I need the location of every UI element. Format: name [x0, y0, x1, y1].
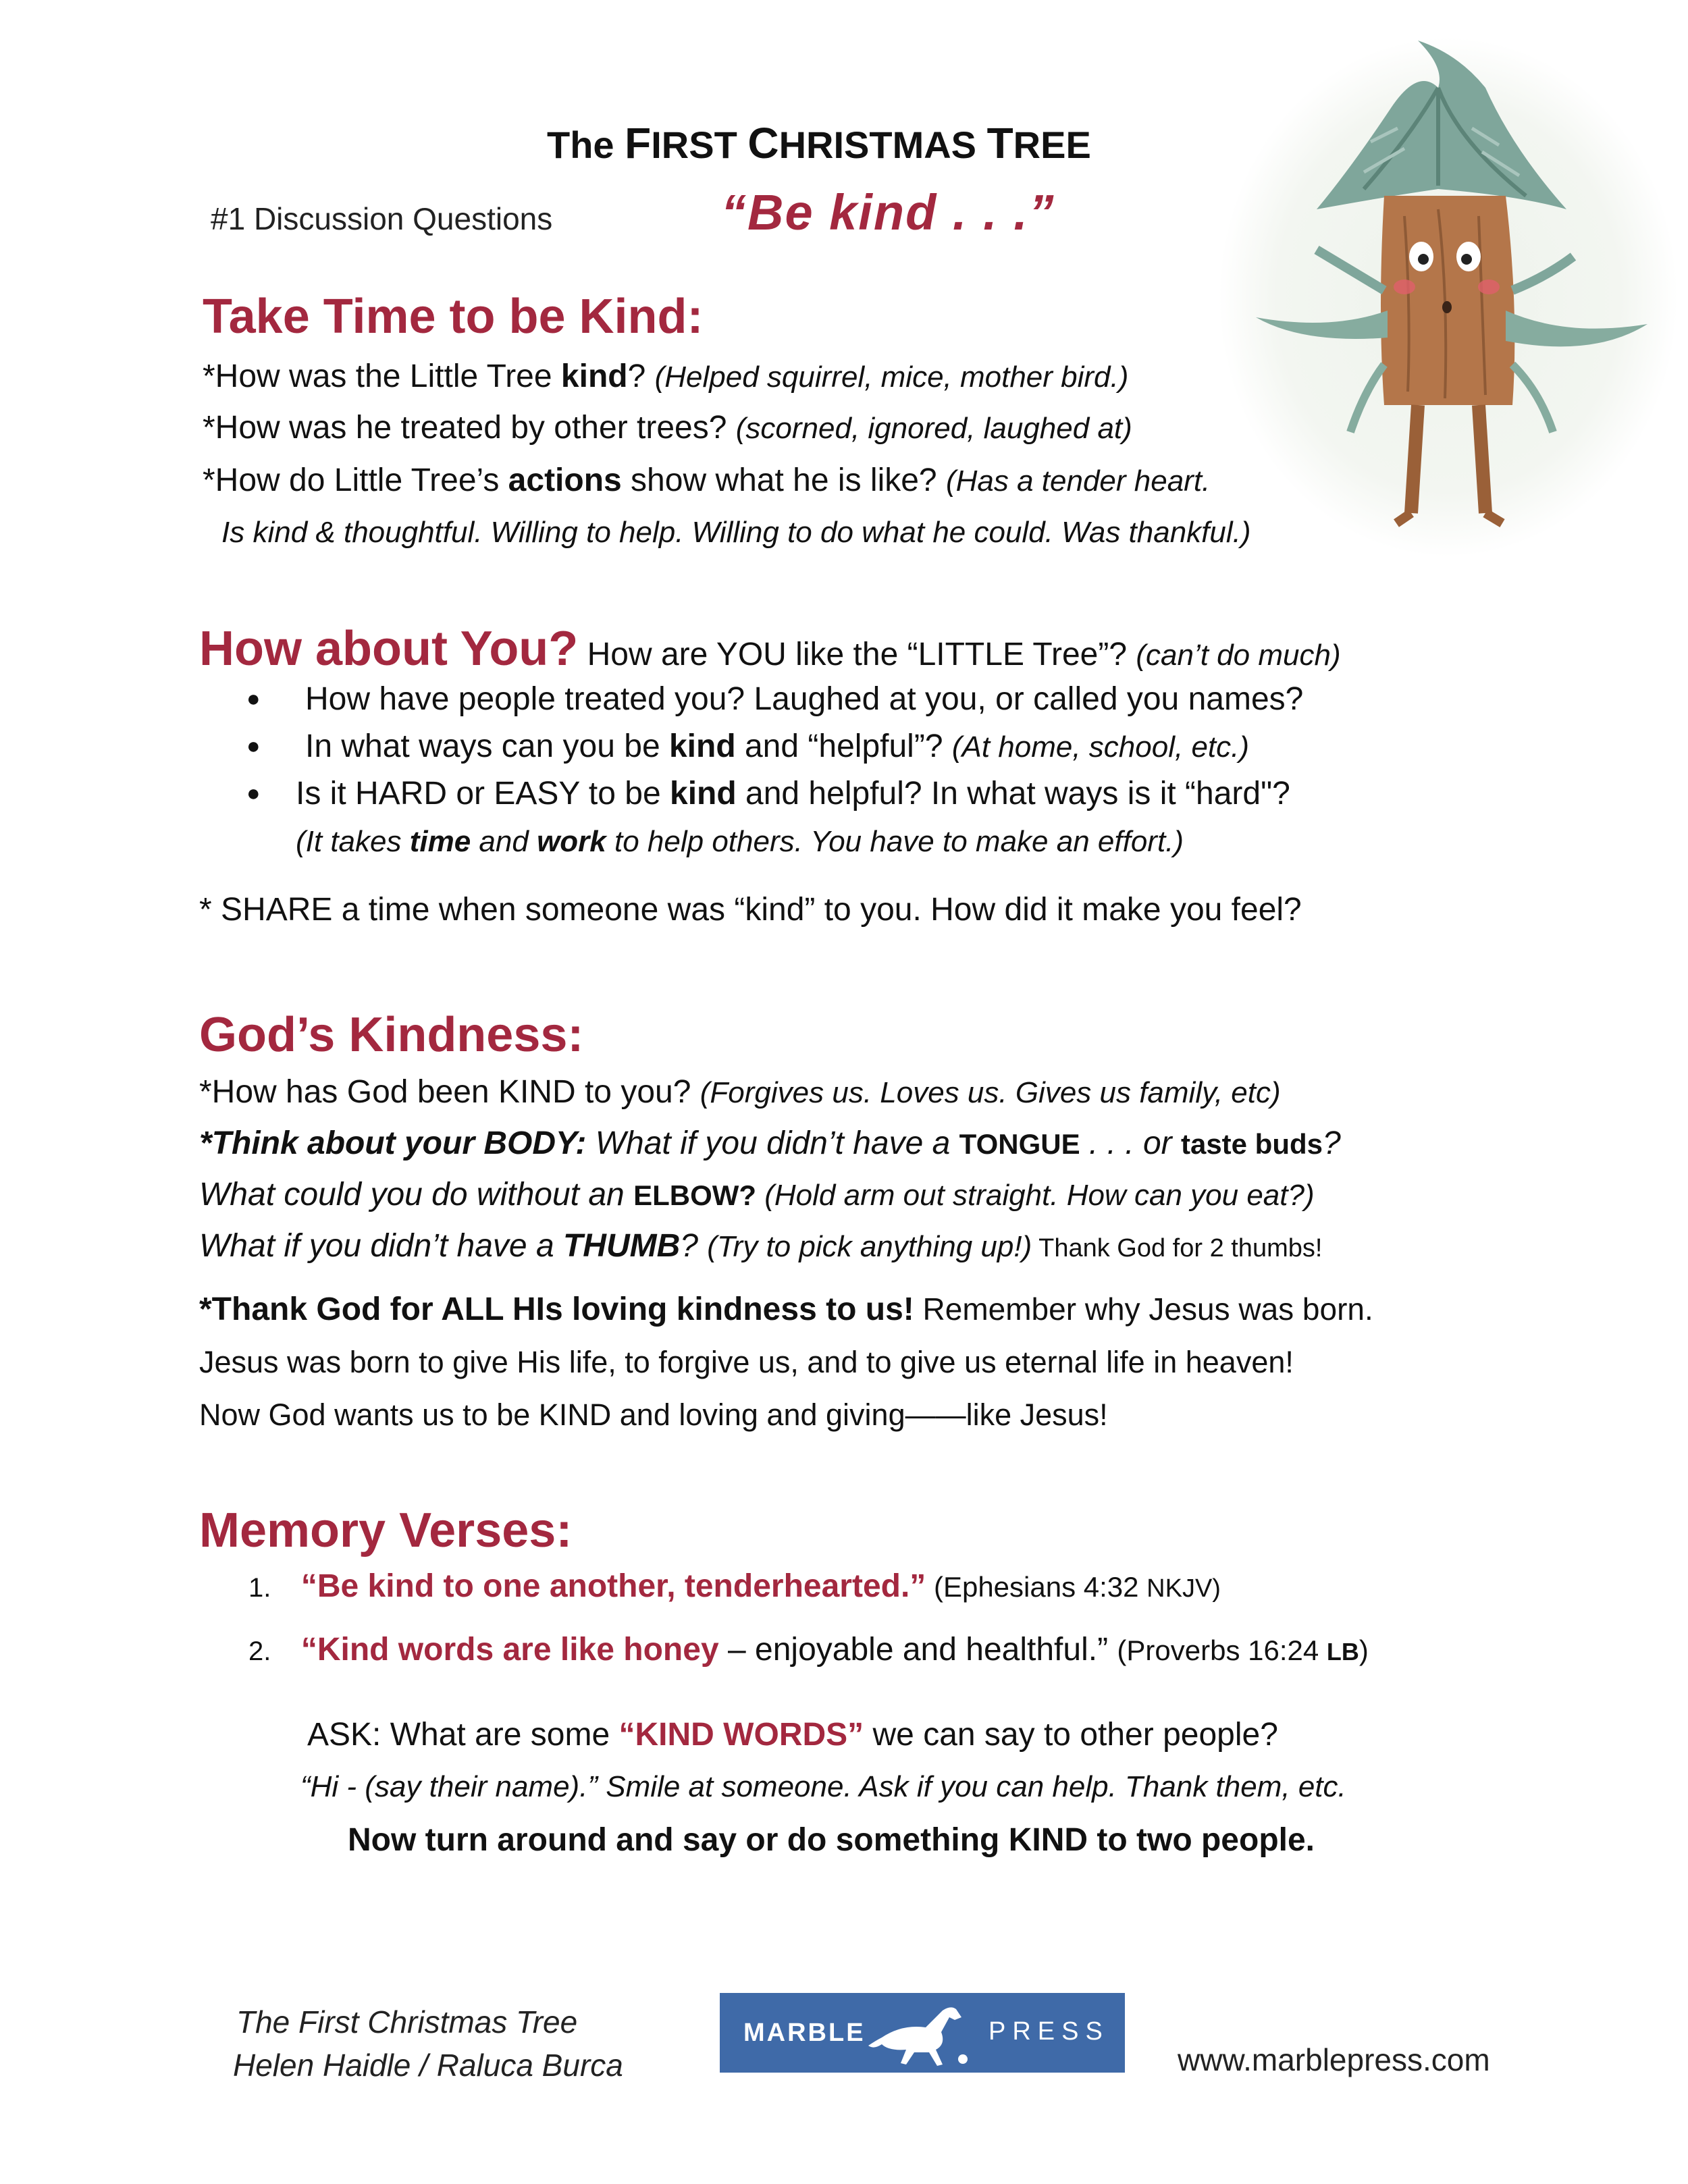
share-prompt: * SHARE a time when someone was “kind” to you. How did it make you feel? [199, 892, 1302, 928]
list-number: 1. [248, 1573, 271, 1603]
text: we can say to other people? [864, 1717, 1278, 1753]
question-line [203, 358, 1128, 395]
title-part: REE [1013, 124, 1091, 166]
text: and helpful? In what ways is it “hard"? [736, 776, 1290, 811]
verse-reference: (Proverbs 16:24 [1117, 1634, 1327, 1666]
text: to help others. You have to make an effort.) [606, 825, 1184, 858]
text: TONGUE [959, 1128, 1080, 1160]
bullet-dot: ● [246, 780, 261, 806]
logo-text-left: MARBLE [743, 2019, 866, 2047]
text: *Thank God for ALL HIs loving kindness to us! [199, 1291, 914, 1327]
memory-verse [248, 1631, 1369, 1668]
text: ? [627, 358, 655, 394]
kindness-line [199, 1073, 1281, 1111]
verse-version: NKJV) [1146, 1574, 1221, 1603]
bullet-item [305, 681, 1303, 718]
horse-icon [862, 1997, 976, 2071]
title-part: HRISTMAS [779, 124, 987, 166]
answer-text: (Hold arm out straight. How can you eat?) [756, 1179, 1315, 1212]
text: What could you do without an [199, 1177, 634, 1213]
text: How have people treated you? Laughed at you, or called you names? [305, 681, 1304, 717]
text: Is it HARD or EASY to be [296, 776, 670, 811]
ask-prompt [307, 1716, 1278, 1753]
text: How are YOU like the “LITTLE Tree”? [578, 637, 1136, 672]
text: Remember why Jesus was born. [914, 1291, 1373, 1327]
bullet-answer [296, 825, 1184, 859]
bullet-dot: ● [246, 733, 261, 759]
text: ? [1323, 1125, 1341, 1161]
little-tree-illustration [1215, 27, 1681, 560]
document-subtitle: #1 Discussion Questions [211, 201, 553, 236]
section-line-how-about-you [199, 621, 1341, 676]
text: THUMB [562, 1228, 681, 1264]
footer-authors: Helen Haidle / Raluca Burca [233, 2048, 623, 2083]
verse-text: “Be kind to one another, tenderhearted.” [300, 1568, 926, 1604]
marble-press-logo [720, 1993, 1125, 2073]
kindness-line [199, 1176, 1315, 1213]
text: kind [670, 776, 737, 811]
title-part: IRST [651, 124, 748, 166]
answer-text: (Helped squirrel, mice, mother bird.) [654, 361, 1129, 394]
verse-text: – enjoyable and healthful.” [718, 1632, 1117, 1668]
text: . . . or [1080, 1125, 1181, 1161]
answer-text: (Has a tender heart. [945, 464, 1211, 498]
text: What if you didn’t have a [586, 1125, 959, 1161]
text: and “helpful”? [735, 728, 952, 764]
verse-version: LB [1326, 1638, 1359, 1666]
title-part: T [986, 119, 1013, 167]
title-part: C [747, 119, 779, 167]
answer-text: (Try to pick anything up!) [707, 1230, 1032, 1263]
text: kind [668, 728, 736, 764]
text: and [471, 825, 537, 858]
bullet-dot: ● [246, 686, 261, 712]
verse-text: “Kind words are like honey [300, 1632, 719, 1668]
title-part: F [625, 119, 652, 167]
kindness-line [199, 1227, 1322, 1264]
document-title [547, 118, 1091, 168]
text: *How do Little Tree’s [203, 462, 508, 498]
section-heading-take-time: Take Time to be Kind: [203, 290, 704, 344]
text: actions [508, 462, 622, 498]
text: ELBOW? [633, 1179, 757, 1211]
text: *How was he treated by other trees? [203, 410, 736, 446]
text: “KIND WORDS” [618, 1717, 864, 1753]
text: time [409, 825, 471, 858]
tagline: “Be kind . . .” [721, 184, 1055, 240]
footer-book-title: The First Christmas Tree [236, 2004, 578, 2040]
title-part: The [547, 124, 625, 166]
answer-text: (can’t do much) [1136, 639, 1341, 672]
text: work [537, 825, 606, 858]
kindness-line: Jesus was born to give His life, to forgive us, and to give us eternal life in heaven! [199, 1345, 1294, 1379]
answer-text: (Forgives us. Loves us. Gives us family, etc) [700, 1076, 1281, 1109]
text: ASK: What are some [307, 1717, 619, 1753]
list-number: 2. [248, 1636, 271, 1666]
logo-text-right: PRESS [988, 2017, 1109, 2046]
section-heading-memory-verses: Memory Verses: [199, 1503, 573, 1557]
text: *Think about your BODY: [199, 1125, 587, 1161]
text: In what ways can you be [305, 728, 669, 764]
text: Thank God for 2 thumbs! [1032, 1234, 1323, 1262]
verse-reference: (Ephesians 4:32 [926, 1571, 1147, 1603]
bullet-item [305, 728, 1249, 765]
text: What if you didn’t have a [199, 1228, 563, 1264]
text: (It takes [296, 825, 410, 858]
memory-verse [248, 1568, 1221, 1605]
text: *How has God been KIND to you? [199, 1074, 700, 1110]
text: show what he is like? [621, 462, 946, 498]
footer-website[interactable]: www.marblepress.com [1178, 2042, 1490, 2077]
text: *How was the Little Tree [203, 358, 561, 394]
answer-continuation: Is kind & thoughtful. Willing to help. Willing to do what he could. Was thankful.) [221, 516, 1251, 549]
question-line [203, 462, 1210, 499]
verse-reference: ) [1359, 1634, 1369, 1666]
section-heading-gods-kindness: God’s Kindness: [199, 1008, 584, 1062]
question-line [203, 409, 1132, 446]
kindness-line [199, 1291, 1373, 1328]
section-heading-how-about-you: How about You? [199, 622, 579, 676]
final-instruction: Now turn around and say or do something KIND to two people. [348, 1822, 1315, 1858]
answer-text: (scorned, ignored, laughed at) [735, 412, 1132, 445]
text: taste buds [1180, 1128, 1323, 1160]
kindness-line: Now God wants us to be KIND and loving and giving——like Jesus! [199, 1397, 1108, 1432]
bullet-item [296, 775, 1290, 812]
text: ? [680, 1228, 708, 1264]
ask-answer: “Hi - (say their name).” Smile at someone. Ask if you can help. Thank them, etc. [300, 1770, 1346, 1803]
text: kind [560, 358, 628, 394]
answer-text: (At home, school, etc.) [951, 730, 1250, 764]
kindness-line [199, 1125, 1341, 1162]
